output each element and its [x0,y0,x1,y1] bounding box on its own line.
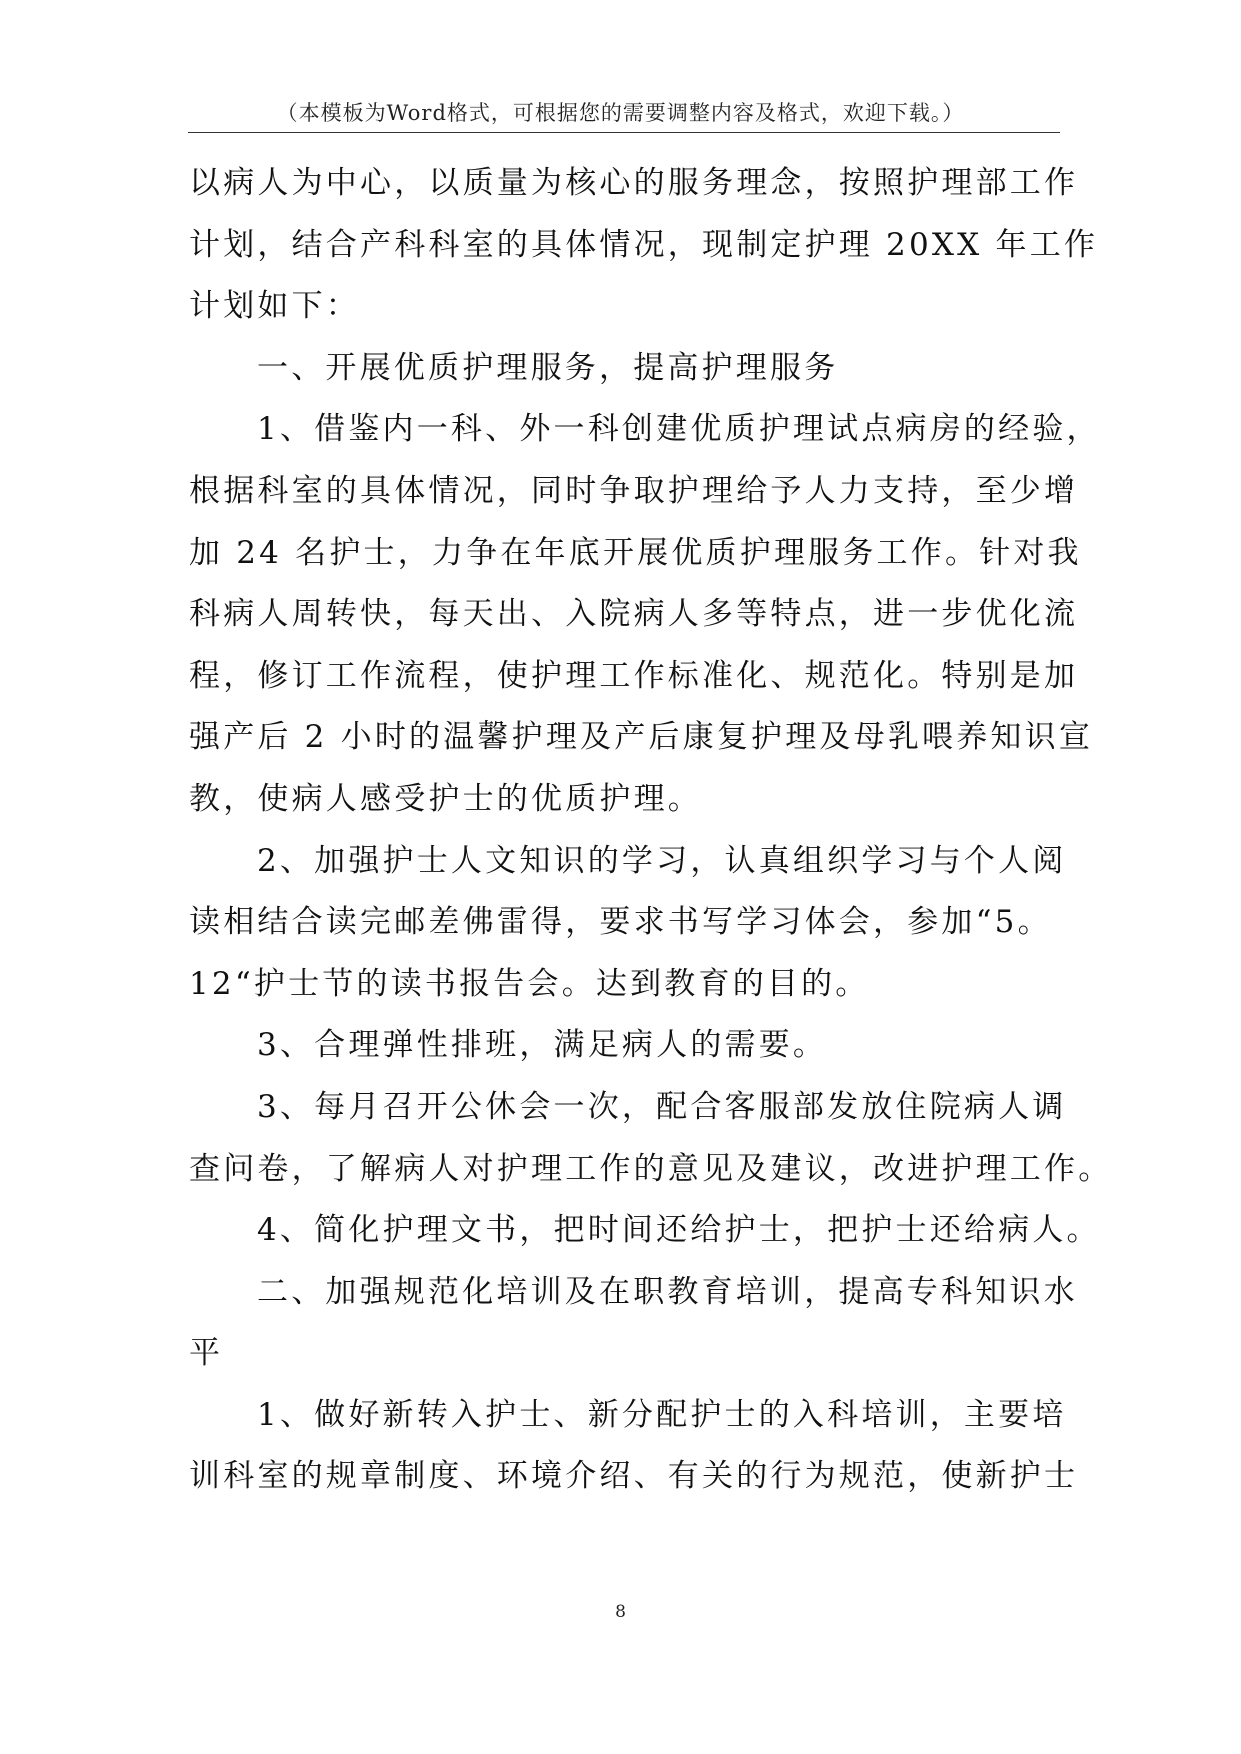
body-line: 计划如下： [189,288,360,325]
section-heading: 二、加强规范化培训及在职教育培训，提高专科知识水 [257,1273,1078,1310]
body-line: 读相结合读完邮差佛雷得，要求书写学习体会，参加“5。 [189,904,1052,941]
body-line: 3、每月召开公休会一次，配合客服部发放住院病人调 [257,1088,1067,1125]
body-line: 根据科室的具体情况，同时争取护理给予人力支持，至少增 [189,472,1079,509]
section-heading-continued: 平 [189,1335,224,1372]
body-line: 2、加强护士人文知识的学习，认真组织学习与个人阅 [257,842,1067,879]
body-line: 查问卷，了解病人对护理工作的意见及建议，改进护理工作。 [189,1150,1113,1187]
page-number: 8 [615,1602,626,1622]
body-line: 以病人为中心，以质量为核心的服务理念，按照护理部工作 [189,165,1079,201]
body-line: 科病人周转快，每天出、入院病人多等特点，进一步优化流 [189,596,1079,633]
body-line: 教，使病人感受护士的优质护理。 [189,780,702,817]
section-heading: 一、开展优质护理服务，提高护理服务 [257,349,839,386]
header-note: （本模板为Word格式，可根据您的需要调整内容及格式，欢迎下载。） [276,101,965,125]
body-line: 强产后 2 小时的温馨护理及产后康复护理及母乳喂养知识宣 [189,719,1094,756]
document-body [189,153,1113,1508]
body-line: 3、合理弹性排班，满足病人的需要。 [257,1027,828,1064]
body-line: 计划，结合产科科室的具体情况，现制定护理 20XX 年工作 [189,226,1099,263]
body-line: 1、做好新转入护士、新分配护士的入科培训，主要培 [257,1396,1067,1433]
body-line: 加 24 名护士，力争在年底开展优质护理服务工作。针对我 [189,534,1082,571]
body-line: 训科室的规章制度、环境介绍、有关的行为规范，使新护士 [189,1458,1079,1495]
body-line: 12“护士节的读书报告会。达到教育的目的。 [189,965,870,1002]
body-line: 程，修订工作流程，使护理工作标准化、规范化。特别是加 [189,657,1079,694]
header-divider [188,132,1060,133]
body-line: 4、简化护理文书，把时间还给护士，把护士还给病人。 [257,1212,1101,1249]
body-line: 1、借鉴内一科、外一科创建优质护理试点病房的经验， [257,411,1101,448]
